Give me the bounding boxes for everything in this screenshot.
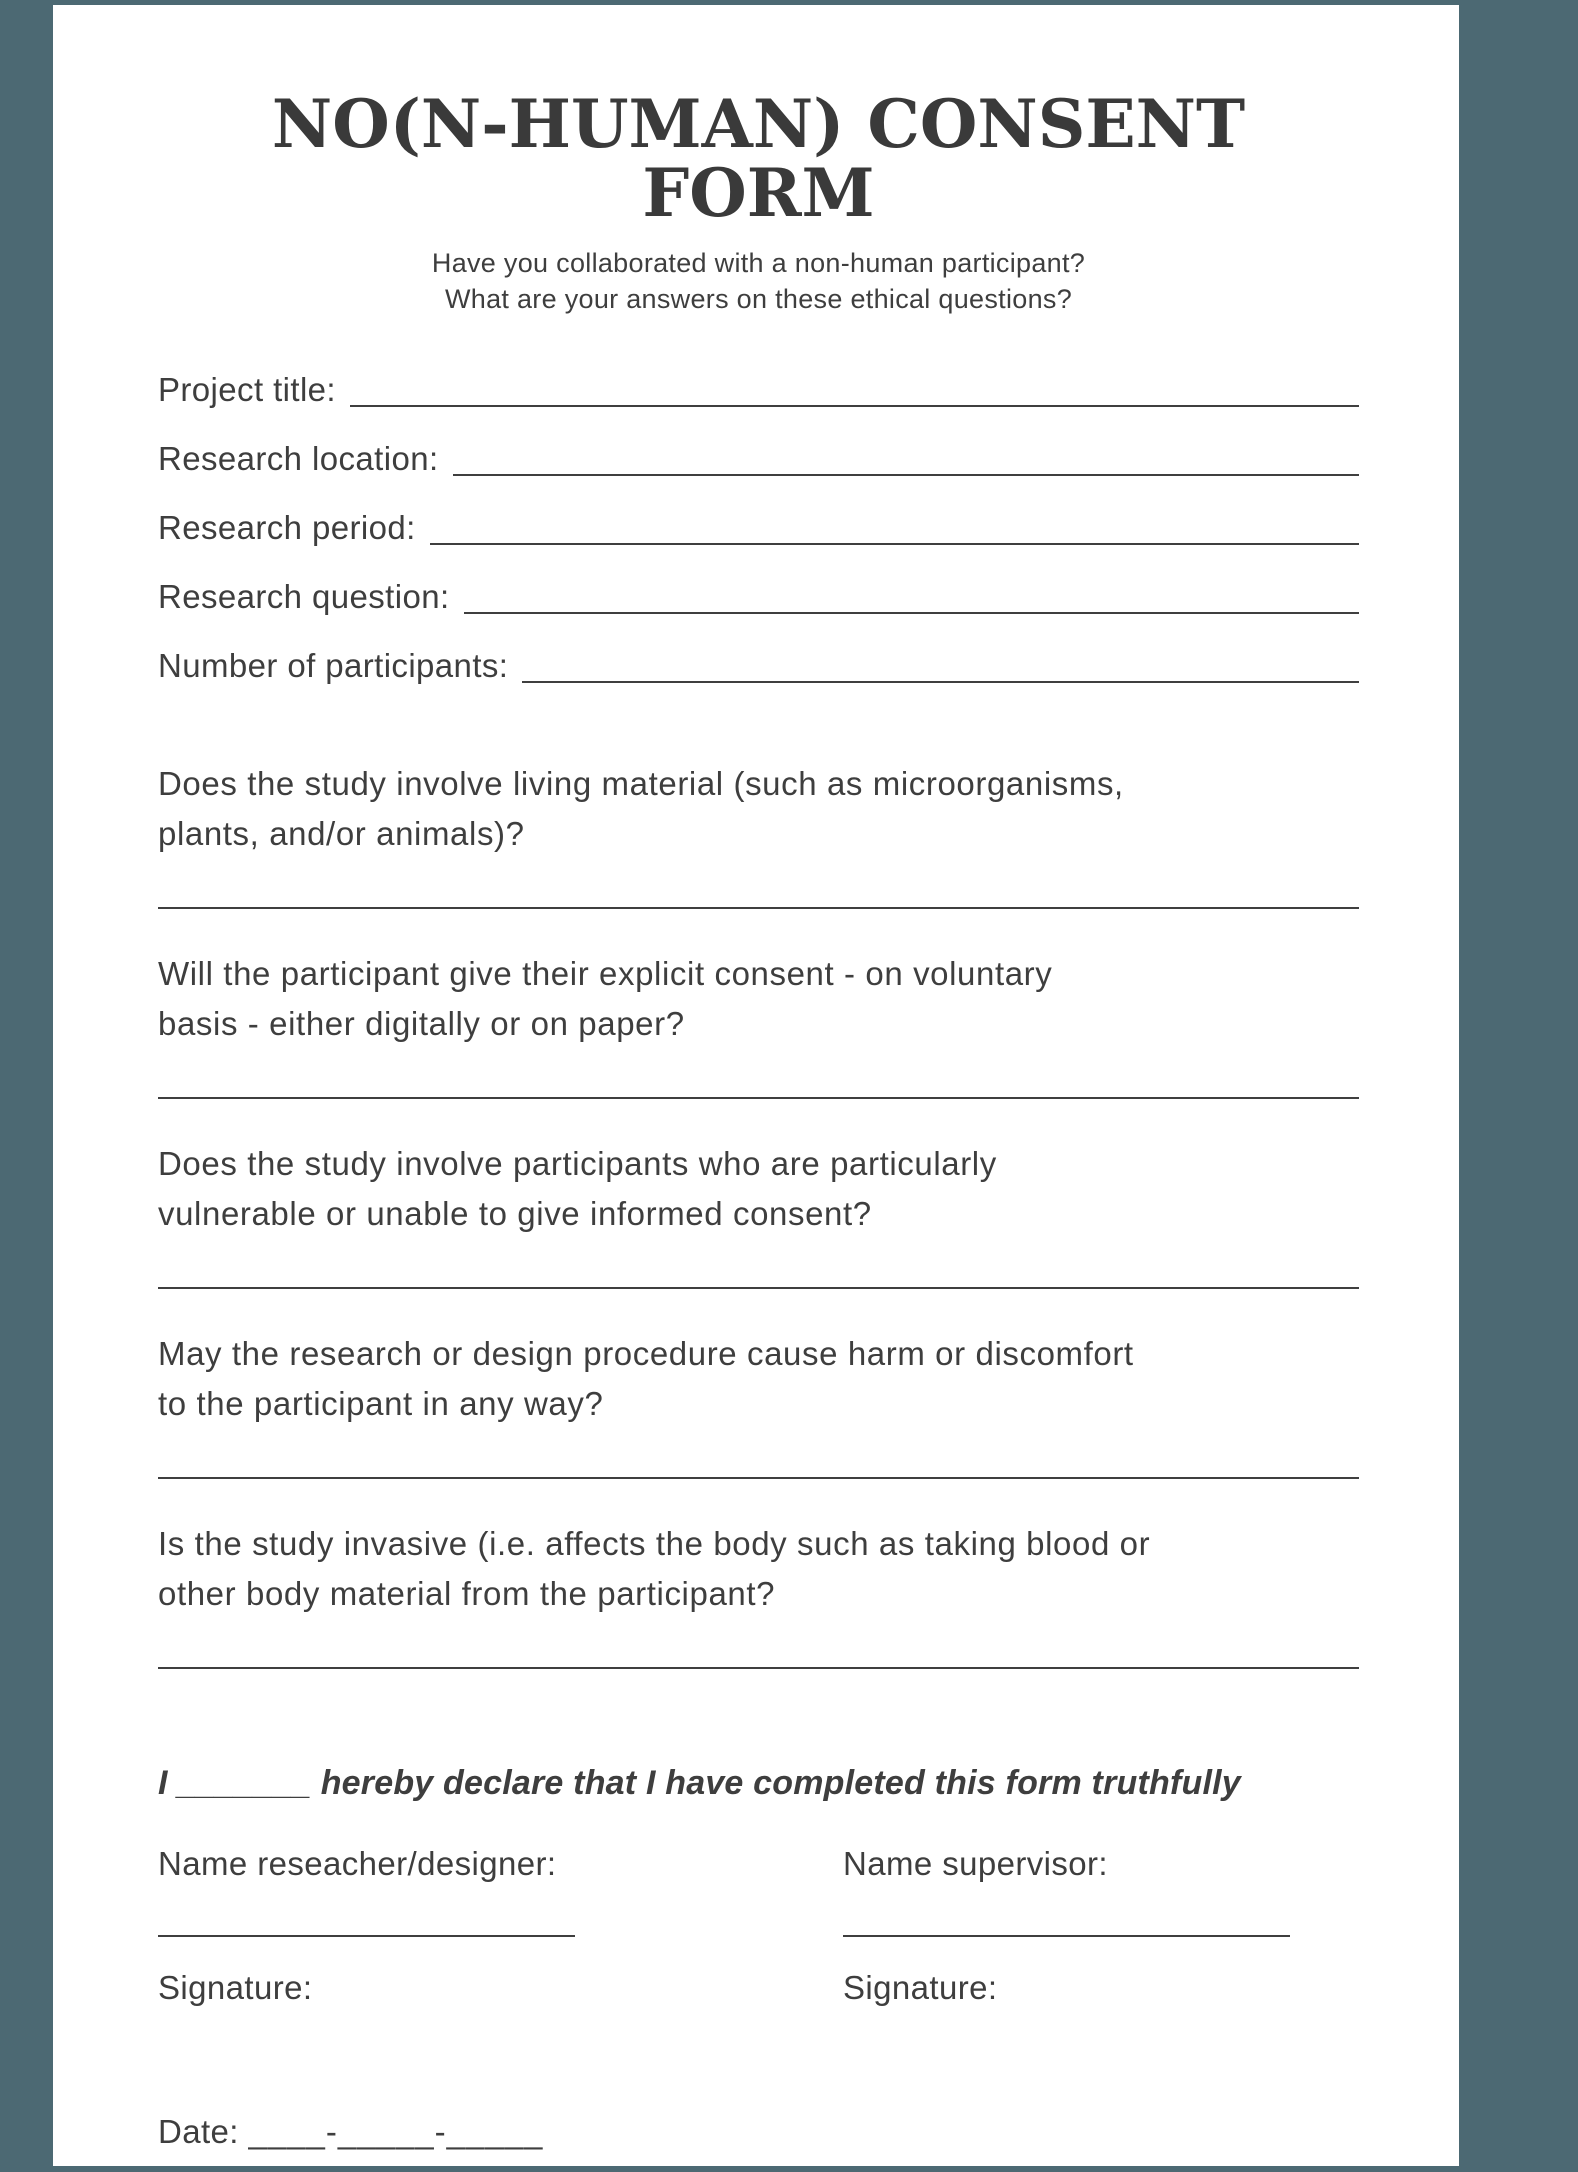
question-block-5: [158, 1519, 1359, 1669]
question-5-line-1: Is the study invasive (i.e. affects the body such as taking blood or: [158, 1525, 1151, 1563]
answer-line-5[interactable]: [158, 1667, 1359, 1669]
subtitle-line-1: Have you collaborated with a non-human participant?: [431, 247, 1086, 278]
question-4-line-2: to the participant in any way?: [158, 1385, 604, 1423]
question-1-text: [158, 759, 1359, 859]
date-fill-blanks[interactable]: ____-_____-_____: [248, 2113, 544, 2151]
researcher-column: [158, 1841, 843, 2155]
form-subtitle: [158, 245, 1359, 318]
form-title: NO(N-HUMAN) CONSENT FORM: [271, 85, 1246, 233]
question-2-line-2: basis - either digitally or on paper?: [158, 1005, 685, 1043]
answer-line-1[interactable]: [158, 907, 1359, 909]
supervisor-signature-label: Signature:: [843, 1969, 998, 2007]
header-fields: [158, 367, 1359, 689]
project-title-fill-line[interactable]: [350, 405, 1359, 407]
number-of-participants-fill-line[interactable]: [522, 681, 1359, 683]
date-label: Date:: [158, 2113, 239, 2151]
field-row-project-title: [158, 367, 1359, 413]
question-block-4: [158, 1329, 1359, 1479]
subtitle-line-2: What are your answers on these ethical questions?: [444, 284, 1073, 315]
question-5-text: [158, 1519, 1359, 1619]
ethical-questions: [158, 759, 1359, 1669]
question-3-line-2: vulnerable or unable to give informed consent?: [158, 1195, 872, 1233]
declaration-statement: I _______ hereby declare that I have completed this form truthfully: [158, 1764, 1241, 1803]
question-4-line-1: May the research or design procedure cause harm or discomfort: [158, 1335, 1134, 1373]
field-row-research-question: [158, 574, 1359, 620]
researcher-name-fill-line[interactable]: [158, 1935, 575, 1937]
answer-line-2[interactable]: [158, 1097, 1359, 1099]
number-of-participants-label: Number of participants:: [158, 647, 509, 685]
supervisor-name-label: Name supervisor:: [843, 1845, 1108, 1883]
field-row-research-period: [158, 505, 1359, 551]
research-period-fill-line[interactable]: [430, 543, 1359, 545]
question-1-line-1: Does the study involve living material (such as microorganisms,: [158, 765, 1124, 803]
question-3-text: [158, 1139, 1359, 1239]
question-1-line-2: plants, and/or animals)?: [158, 815, 525, 853]
research-question-label: Research question:: [158, 578, 450, 616]
question-2-line-1: Will the participant give their explicit consent - on voluntary: [158, 955, 1053, 993]
answer-line-4[interactable]: [158, 1477, 1359, 1479]
field-row-research-location: [158, 436, 1359, 482]
supervisor-column: [843, 1841, 1359, 2011]
question-block-3: [158, 1139, 1359, 1289]
researcher-signature-label: Signature:: [158, 1969, 313, 2007]
research-question-fill-line[interactable]: [464, 612, 1359, 614]
research-period-label: Research period:: [158, 509, 416, 547]
date-row: [158, 2109, 843, 2155]
answer-line-3[interactable]: [158, 1287, 1359, 1289]
researcher-name-label: Name reseacher/designer:: [158, 1845, 557, 1883]
question-4-text: [158, 1329, 1359, 1429]
signature-section: [158, 1841, 1359, 2155]
research-location-label: Research location:: [158, 440, 439, 478]
question-2-text: [158, 949, 1359, 1049]
supervisor-name-fill-line[interactable]: [843, 1935, 1290, 1937]
question-5-line-2: other body material from the participant?: [158, 1575, 776, 1613]
consent-form-page: [53, 5, 1459, 2166]
field-row-number-of-participants: [158, 643, 1359, 689]
project-title-label: Project title:: [158, 371, 336, 409]
question-block-1: [158, 759, 1359, 909]
research-location-fill-line[interactable]: [453, 474, 1359, 476]
question-3-line-1: Does the study involve participants who are particularly: [158, 1145, 997, 1183]
question-block-2: [158, 949, 1359, 1099]
